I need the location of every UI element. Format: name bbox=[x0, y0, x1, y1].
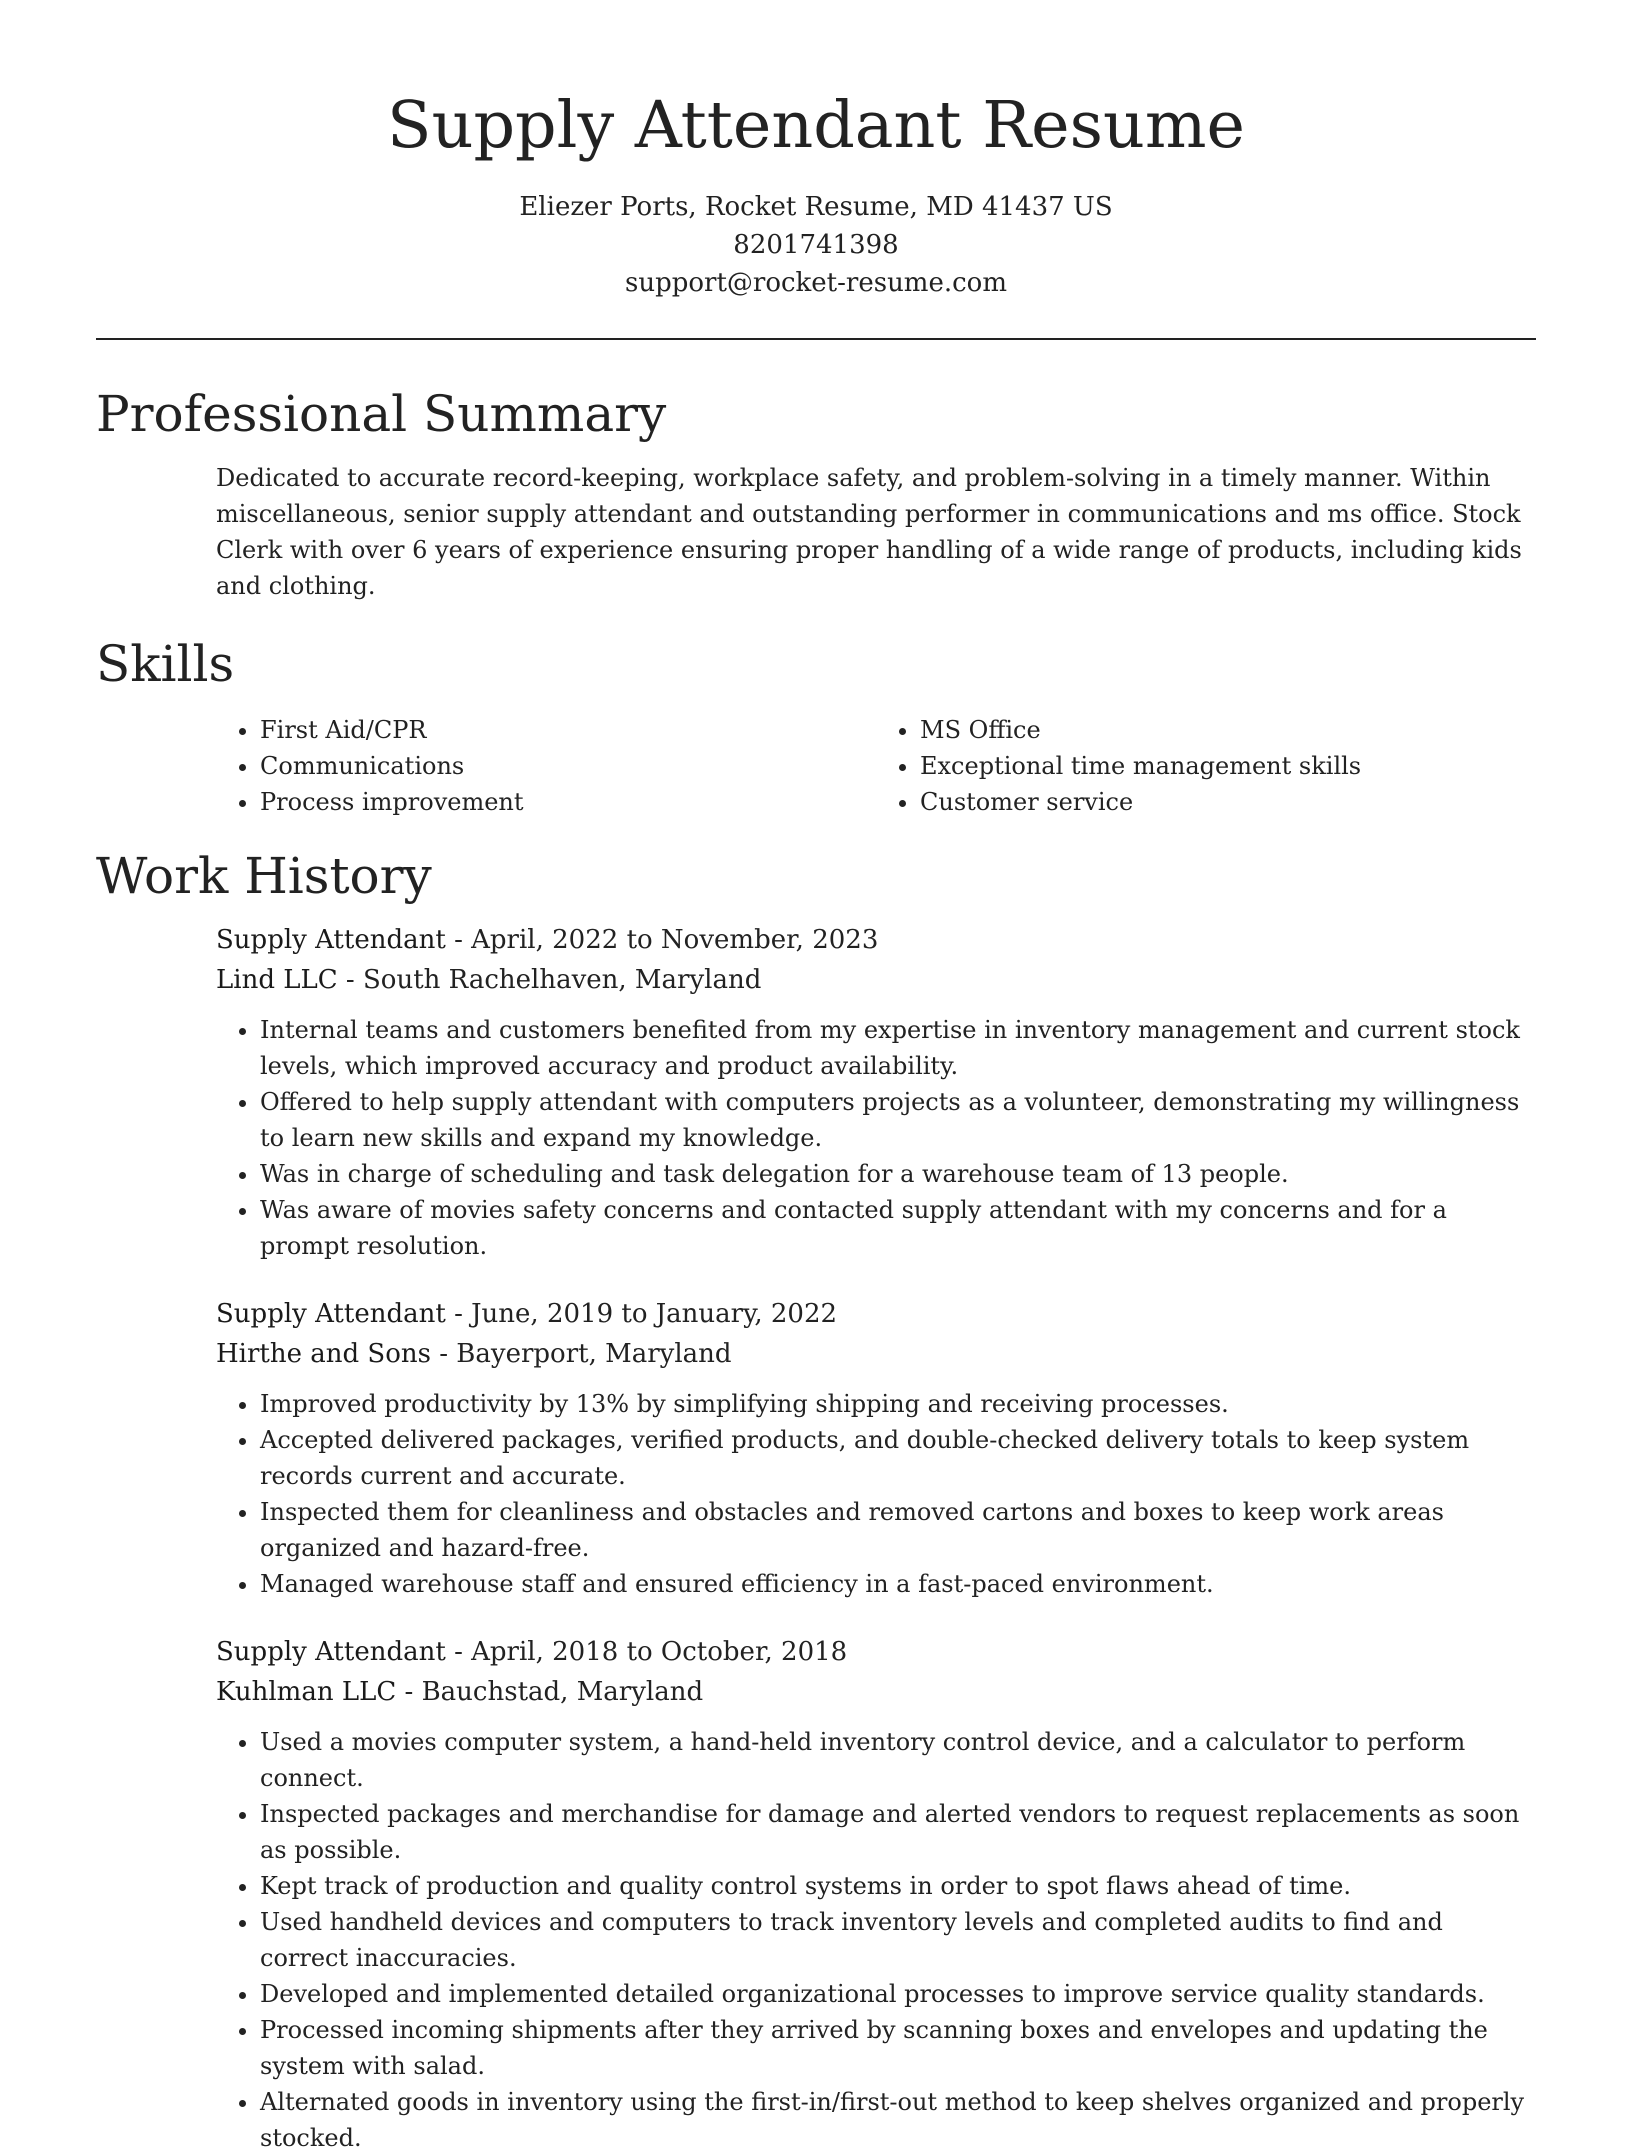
job-title: Supply Attendant bbox=[216, 1299, 446, 1329]
skill-item: • First Aid/CPR bbox=[260, 712, 876, 748]
job-company: Hirthe and Sons bbox=[216, 1339, 431, 1369]
job-company-line bbox=[216, 1334, 1536, 1374]
header-divider bbox=[96, 338, 1536, 340]
job-entry bbox=[216, 1294, 1536, 1602]
job-bullets bbox=[216, 1724, 1536, 2156]
job-bullet: • Inspected them for cleanliness and obstacles and removed cartons and boxes to keep work areas organized and hazard-free. bbox=[260, 1494, 1536, 1566]
job-bullet: • Alternated goods in inventory using the first-in/first-out method to keep shelves organized and properly stocked. bbox=[260, 2084, 1536, 2156]
job-bullet: • Offered to help supply attendant with computers projects as a volunteer, demonstrating my willingness to learn new skills and expand my knowledge. bbox=[260, 1084, 1536, 1156]
job-company-line bbox=[216, 1672, 1536, 1712]
job-title-line bbox=[216, 1632, 1536, 1672]
skill-item: • Communications bbox=[260, 748, 876, 784]
resume-page bbox=[96, 0, 1536, 2156]
job-title-line bbox=[216, 920, 1536, 960]
job-bullets bbox=[216, 1012, 1536, 1264]
contact-phone: 8201741398 bbox=[733, 230, 899, 260]
job-location: - South Rachelhaven, Maryland bbox=[337, 965, 762, 995]
job-title-line bbox=[216, 1294, 1536, 1334]
contact-address: Eliezer Ports, Rocket Resume, MD 41437 US bbox=[519, 192, 1113, 222]
job-bullet: • Accepted delivered packages, verified products, and double-checked delivery totals to keep system records current and accurate. bbox=[260, 1422, 1536, 1494]
skill-item: • MS Office bbox=[920, 712, 1536, 748]
job-location: - Bauchstad, Maryland bbox=[396, 1677, 704, 1707]
summary-text: Dedicated to accurate record-keeping, workplace safety, and problem-solving in a timely manner. Within miscellaneous, senior supply attendant and outstanding performer in communications and ms office. Stock Clerk with over 6 years of experience ensuring proper handling of a wide range of products, including kids and clothing. bbox=[216, 464, 1522, 600]
job-bullet: • Improved productivity by 13% by simplifying shipping and receiving processes. bbox=[260, 1386, 1536, 1422]
job-location: - Bayerport, Maryland bbox=[430, 1339, 732, 1369]
job-company: Lind LLC bbox=[216, 965, 338, 995]
job-entry bbox=[216, 1632, 1536, 2156]
job-dates: - April, 2018 to October, 2018 bbox=[445, 1637, 848, 1667]
job-dates: - April, 2022 to November, 2023 bbox=[445, 925, 879, 955]
skills-column-left bbox=[216, 712, 876, 820]
work-history-heading: Work History bbox=[96, 847, 432, 905]
job-title: Supply Attendant bbox=[216, 1637, 446, 1667]
job-bullets bbox=[216, 1386, 1536, 1602]
summary-heading: Professional Summary bbox=[96, 385, 667, 443]
contact-email: support@rocket-resume.com bbox=[624, 268, 1007, 298]
job-bullet: • Used a movies computer system, a hand-held inventory control device, and a calculator to perform connect. bbox=[260, 1724, 1536, 1796]
job-bullet: • Inspected packages and merchandise for damage and alerted vendors to request replacements as soon as possible. bbox=[260, 1796, 1536, 1868]
skills-list bbox=[216, 712, 1536, 820]
job-entry bbox=[216, 920, 1536, 1264]
job-dates: - June, 2019 to January, 2022 bbox=[445, 1299, 838, 1329]
skill-item: • Customer service bbox=[920, 784, 1536, 820]
job-company: Kuhlman LLC bbox=[216, 1677, 397, 1707]
job-title: Supply Attendant bbox=[216, 925, 446, 955]
job-bullet: • Was in charge of scheduling and task delegation for a warehouse team of 13 people. bbox=[260, 1156, 1536, 1192]
skill-item: • Process improvement bbox=[260, 784, 876, 820]
job-bullet: • Used handheld devices and computers to track inventory levels and completed audits to find and correct inaccuracies. bbox=[260, 1904, 1536, 1976]
job-bullet: • Internal teams and customers benefited from my expertise in inventory management and current stock levels, which improved accuracy and product availability. bbox=[260, 1012, 1536, 1084]
job-company-line bbox=[216, 960, 1536, 1000]
job-bullet: • Managed warehouse staff and ensured efficiency in a fast-paced environment. bbox=[260, 1566, 1536, 1602]
skills-heading: Skills bbox=[96, 635, 235, 693]
job-bullet: • Processed incoming shipments after they arrived by scanning boxes and envelopes and updating the system with salad. bbox=[260, 2012, 1536, 2084]
job-bullet: • Kept track of production and quality control systems in order to spot flaws ahead of time. bbox=[260, 1868, 1536, 1904]
contact-block bbox=[96, 188, 1536, 302]
resume-title: Supply Attendant Resume bbox=[387, 88, 1245, 163]
skills-column-right bbox=[876, 712, 1536, 820]
skill-item: • Exceptional time management skills bbox=[920, 748, 1536, 784]
job-bullet: • Developed and implemented detailed organizational processes to improve service quality standards. bbox=[260, 1976, 1536, 2012]
job-bullet: • Was aware of movies safety concerns and contacted supply attendant with my concerns and for a prompt resolution. bbox=[260, 1192, 1536, 1264]
